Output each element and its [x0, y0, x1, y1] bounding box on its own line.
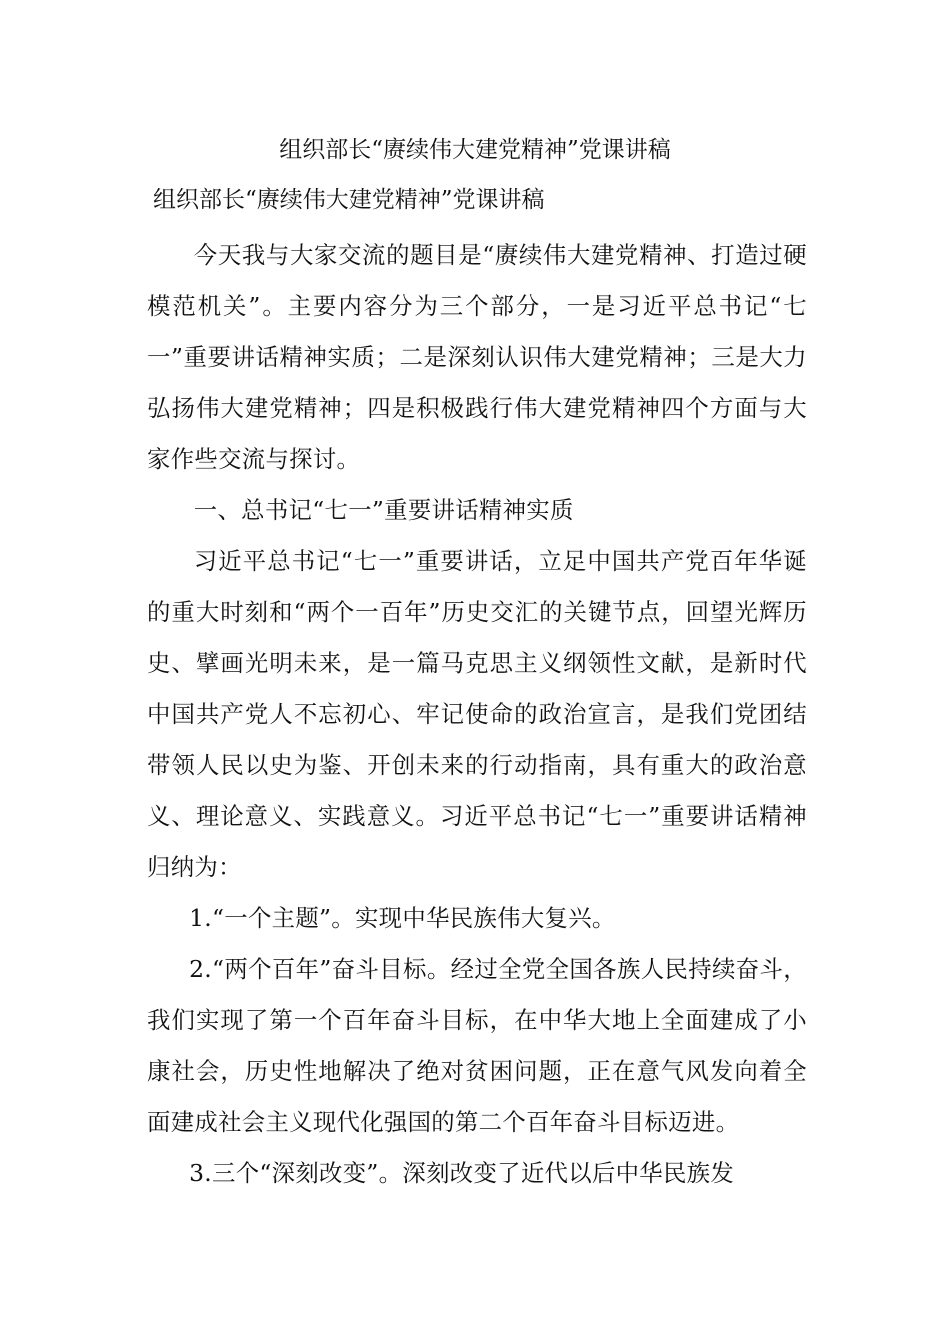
list-item-1: 1.“一个主题”。实现中华民族伟大复兴。	[189, 904, 616, 932]
document-title: 组织部长“赓续伟大建党精神”党课讲稿	[279, 137, 671, 163]
body-paragraph: 习近平总书记“七一”重要讲话，立足中国共产党百年华诞的重大时刻和“两个一百年”历史交汇的关键节点，回望光辉历史、擘画光明未来，是一篇马克思主义纲领性文献，是新时代中国共产党人不忘初心、牢记使命的政治宣言，是我们党团结带领人民以史为鉴、开创未来的行动指南，具有重大的政治意义、理论意义、实践意义。习近平总书记“七一”重要讲话精神归纳为：	[147, 547, 807, 881]
document-body	[147, 230, 807, 1199]
intro-paragraph: 今天我与大家交流的题目是“赓续伟大建党精神、打造过硬模范机关”。主要内容分为三个部分，一是习近平总书记“七一”重要讲话精神实质；二是深刻认识伟大建党精神；三是大力弘扬伟大建党精神；四是积极践行伟大建党精神四个方面与大家作些交流与探讨。	[147, 241, 807, 473]
list-item-3: 3.三个“深刻改变”。深刻改变了近代以后中华民族发	[189, 1159, 735, 1187]
list-item-2: 2.“两个百年”奋斗目标。经过全党全国各族人民持续奋斗，我们实现了第一个百年奋斗目标，在中华大地上全面建成了小康社会，历史性地解决了绝对贫困问题，正在意气风发向着全面建成社会主义现代化强国的第二个百年奋斗目标迈进。	[147, 955, 807, 1136]
section-heading: 一、总书记“七一”重要讲话精神实质	[193, 496, 574, 524]
document-subtitle: 组织部长“赓续伟大建党精神”党课讲稿	[153, 187, 545, 213]
